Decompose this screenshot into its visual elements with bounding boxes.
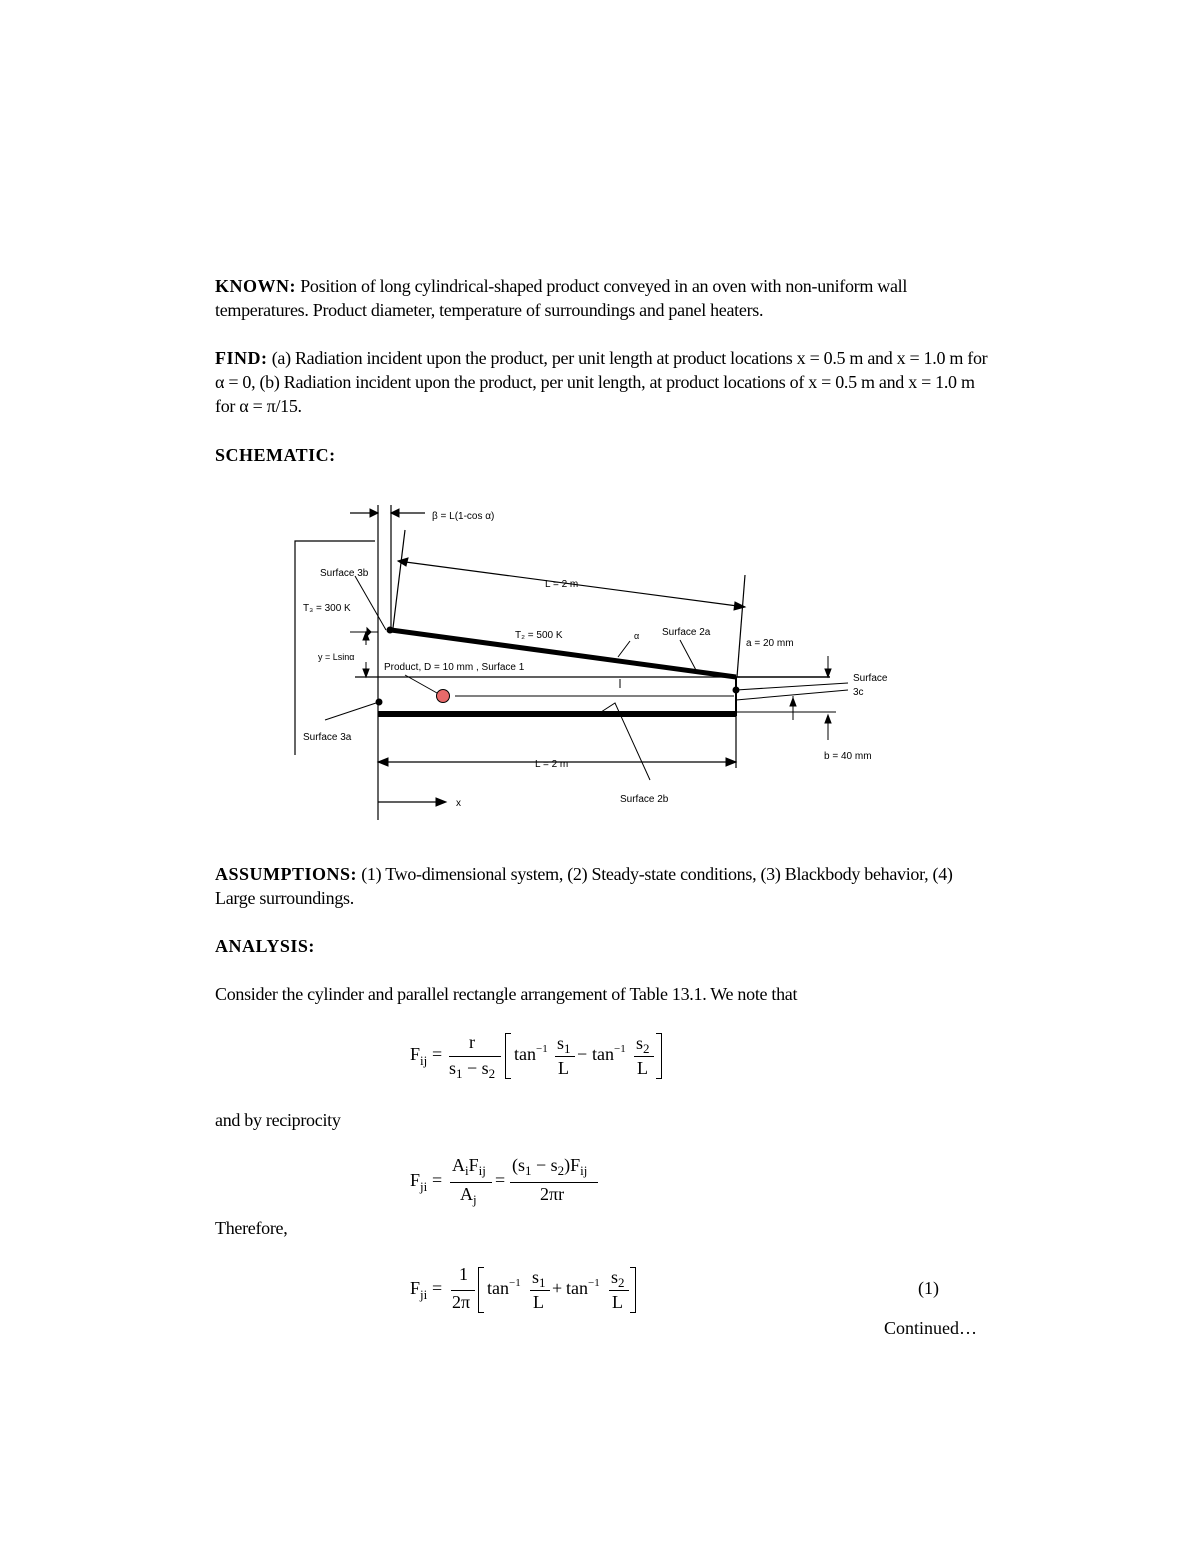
surface-3b-label: Surface 3b (320, 568, 369, 579)
surface-3c-label-2: 3c (853, 687, 864, 698)
product-label: Product, D = 10 mm , Surface 1 (384, 662, 525, 673)
analysis-heading: ANALYSIS: (215, 936, 315, 956)
therefore-text: Therefore, (215, 1218, 288, 1238)
analysis-intro: Consider the cylinder and parallel rectangle arrangement of Table 13.1. We note that (215, 984, 798, 1004)
reciprocity-text: and by reciprocity (215, 1110, 341, 1130)
equation-number: (1) (918, 1278, 939, 1298)
l-bottom-label: L = 2 m (535, 759, 569, 770)
find-text: (a) Radiation incident upon the product, per unit length at product locations x = 0.5 m and x = 1.0 m for α = 0, (b) Radiation incident upon the product, per unit length, at product locations of x = 0.5 m and x = 1.0 m for α = π/15. (215, 348, 988, 416)
b-dim-label: b = 40 mm (824, 751, 872, 762)
find-label: FIND: (215, 348, 268, 368)
assumptions-label: ASSUMPTIONS: (215, 864, 358, 884)
t2-label: T₂ = 500 K (515, 630, 563, 641)
a-dim-label: a = 20 mm (746, 638, 794, 649)
surface-3a-label: Surface 3a (303, 732, 352, 743)
y-dim-label: y = Lsinα (318, 652, 355, 662)
surface-2b-label: Surface 2b (620, 794, 669, 805)
alpha-label: α (634, 631, 640, 641)
t3-label: T₃ = 300 K (303, 603, 351, 614)
x-axis-label: x (456, 798, 461, 809)
schematic-heading: SCHEMATIC: (215, 445, 336, 465)
surface-2a-label: Surface 2a (662, 627, 711, 638)
surface-3c-label-1: Surface (853, 673, 888, 684)
known-label: KNOWN: (215, 276, 296, 296)
known-text: Position of long cylindrical-shaped product conveyed in an oven with non-uniform wall temperatures. Product diameter, temperature of surroundings and panel heaters. (215, 276, 908, 320)
l-top-label: L = 2 m (545, 579, 579, 590)
continued-text: Continued… (884, 1318, 977, 1338)
assumptions-paragraph (215, 862, 995, 910)
beta-label: β = L(1-cos α) (432, 511, 495, 522)
assumptions-text: (1) Two-dimensional system, (2) Steady-state conditions, (3) Blackbody behavior, (4) Large surroundings. (215, 864, 953, 908)
product-cylinder (437, 690, 450, 703)
